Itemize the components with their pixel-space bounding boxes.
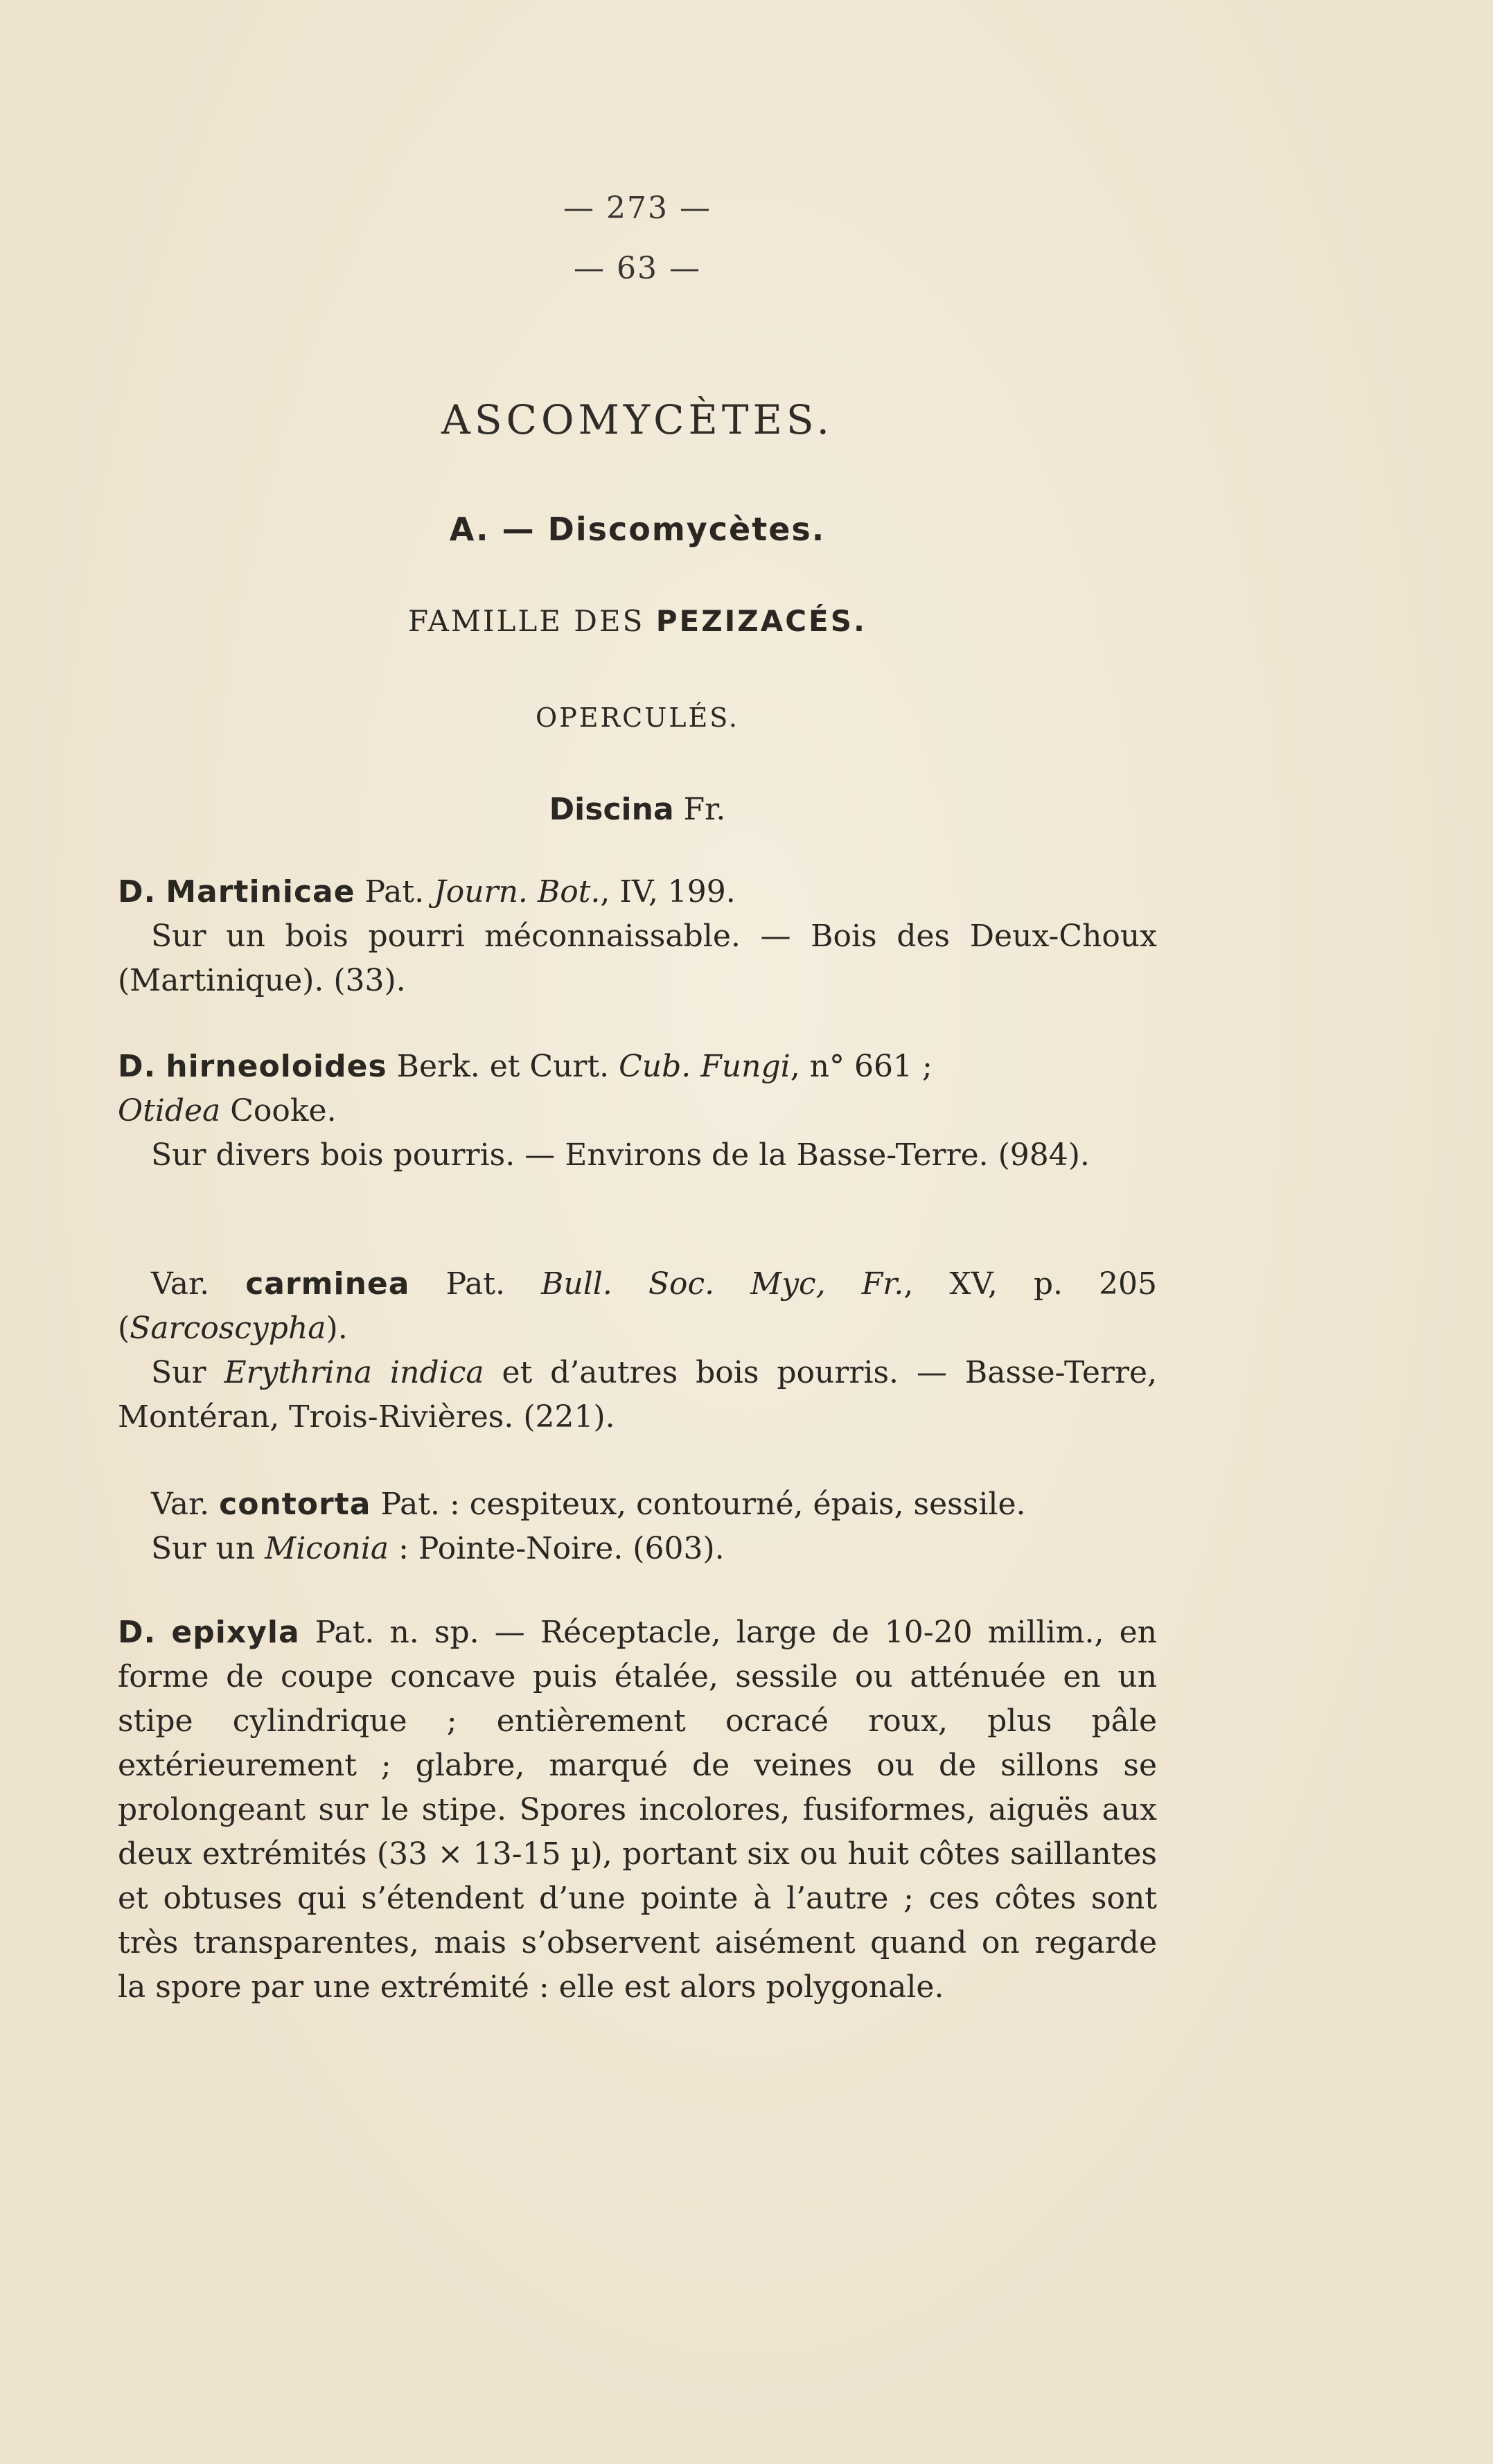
host-name: Erythrina indica xyxy=(224,1355,484,1390)
species-author: Berk. et Curt. xyxy=(387,1049,619,1084)
synonym-genus: Sarcoscypha xyxy=(130,1311,326,1346)
variety-label: Var. xyxy=(151,1266,246,1302)
entry-locality: Sur divers bois pourris. — Environs de la Basse-Terre. (984). xyxy=(151,1137,1090,1173)
subsection-name: Discomycètes. xyxy=(547,511,826,548)
entry-contorta xyxy=(118,1482,1157,1571)
species-description: — Réceptacle, large de 10-20 millim., en forme de coupe concave puis étalée, sessile ou atténuée en un stipe cylindrique ; entièrement ocracé roux, plus pâle extérieurement ; glabre, marqué de veines ou de sillons se prolongeant sur le stipe. Spores incolores, fusiformes, aiguës aux deux extrémités (33 × 13-15 µ), portant six ou huit côtes saillantes et obtuses qui s’étendent d’une pointe à l’autre ; ces côtes sont très transparentes, mais s’observent aisément quand on regarde la spore par une extrémité : elle est alors polygonale. xyxy=(118,1615,1157,2005)
family-heading xyxy=(118,604,1157,638)
entry-abbr: D. xyxy=(118,1049,157,1084)
reference-journal: Bull. Soc. Myc, Fr. xyxy=(541,1266,904,1302)
genus-author: Fr. xyxy=(673,792,726,827)
reference-details: , XV, p. 205 xyxy=(903,1266,1158,1302)
group-heading: OPERCULÉS. xyxy=(536,702,739,733)
subsection-heading xyxy=(118,511,1157,548)
synonym-open: ( xyxy=(118,1311,130,1346)
variety-label: Var. xyxy=(151,1487,220,1522)
family-prefix: FAMILLE DES xyxy=(408,604,656,638)
subsection-dash: — xyxy=(489,511,548,548)
entry-martinicae xyxy=(118,870,1157,1003)
locality-text: : Pointe-Noire. (603). xyxy=(389,1531,725,1566)
family-name: PEZIZACÉS. xyxy=(655,604,867,638)
subsection-letter: A. xyxy=(449,511,490,548)
species-author: Pat. xyxy=(355,874,434,910)
section-title: ASCOMYCÈTES. xyxy=(441,396,834,443)
genus-heading xyxy=(118,792,1157,827)
synonym-close: ). xyxy=(326,1311,348,1346)
reference-details: , IV, 199. xyxy=(600,874,736,910)
variety-name: contorta xyxy=(219,1487,371,1522)
locality-prefix: Sur xyxy=(151,1355,224,1390)
synonym-genus: Otidea xyxy=(118,1093,221,1128)
locality-text: et d’autres bois pourris. — Basse-Terre, Montéran, Trois-Rivières. (221). xyxy=(118,1355,1158,1435)
species-name: epixyla xyxy=(171,1615,300,1650)
entry-abbr: D. xyxy=(118,874,157,910)
entry-epixyla xyxy=(118,1611,1157,2010)
entry-hirneoloides xyxy=(118,1045,1157,1178)
entry-locality: Sur un bois pourri méconnaissable. — Bois des Deux-Choux (Martinique). (33). xyxy=(118,919,1157,998)
variety-name: carminea xyxy=(245,1266,410,1302)
reference-title: Cub. Fungi xyxy=(619,1049,790,1084)
variety-description: Pat. : cespiteux, contourné, épais, sessile. xyxy=(371,1487,1026,1522)
entry-carminea xyxy=(118,1262,1157,1439)
species-author: Pat. n. sp. xyxy=(299,1615,479,1650)
species-name: Martinicae xyxy=(166,874,355,910)
synonym-author: Cooke. xyxy=(220,1093,337,1128)
locality-prefix: Sur un xyxy=(151,1531,265,1566)
entry-abbr: D. xyxy=(118,1615,157,1650)
page-number-sub: — 63 — xyxy=(574,251,701,286)
species-name: hirneoloides xyxy=(166,1049,387,1084)
variety-author: Pat. xyxy=(409,1266,542,1302)
host-name: Miconia xyxy=(265,1531,389,1566)
reference-journal: Journ. Bot. xyxy=(434,874,601,910)
genus-name: Discina xyxy=(549,792,674,827)
page-number-top: — 273 — xyxy=(563,190,712,226)
reference-details: , n° 661 ; xyxy=(790,1049,933,1084)
